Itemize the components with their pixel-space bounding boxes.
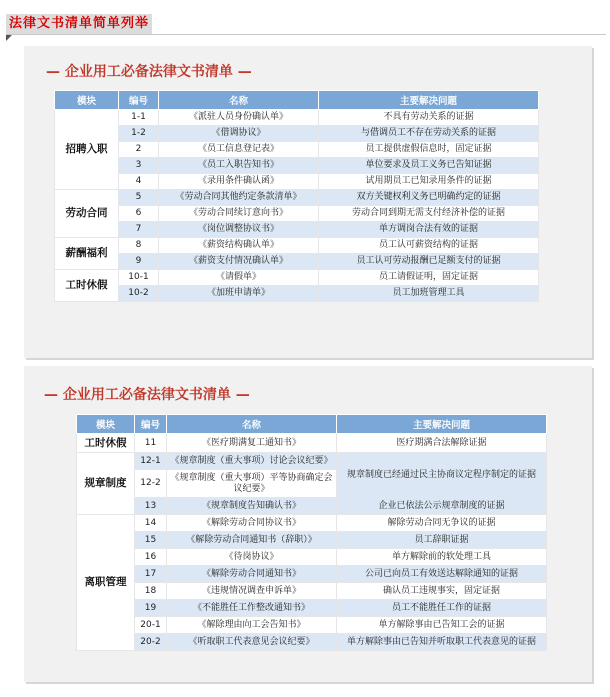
document-list-card-1 — [24, 46, 592, 358]
table-row — [55, 222, 539, 238]
document-name-cell: 《听取职工代表意见会议纪要》 — [167, 634, 337, 651]
page-header — [0, 0, 610, 40]
document-name-cell: 《劳动合同续订意向书》 — [159, 206, 319, 222]
table-row — [55, 126, 539, 142]
document-table-1 — [54, 90, 539, 302]
table-row — [55, 142, 539, 158]
page-title: 法律文书清单简单列举 — [6, 14, 152, 34]
purpose-cell: 确认员工违规事实，固定证据 — [337, 583, 547, 600]
document-name-cell: 《员工入职告知书》 — [159, 158, 319, 174]
table-row — [77, 549, 547, 566]
table-row — [77, 600, 547, 617]
purpose-cell: 员工请假证明，固定证据 — [319, 270, 539, 286]
purpose-cell: 员工认可薪资结构的证据 — [319, 238, 539, 254]
number-cell: 7 — [119, 222, 159, 238]
column-name-header: 名称 — [167, 415, 337, 434]
table-row — [77, 617, 547, 634]
document-list-card-2 — [24, 366, 592, 682]
purpose-cell: 员工不能胜任工作的证据 — [337, 600, 547, 617]
purpose-cell: 规章制度已经通过民主协商议定程序制定的证据 — [337, 453, 547, 498]
document-name-cell: 《解除劳动合同协议书》 — [167, 515, 337, 532]
number-cell: 12-1 — [135, 453, 167, 470]
number-cell: 1-2 — [119, 126, 159, 142]
table-row — [77, 634, 547, 651]
number-cell: 3 — [119, 158, 159, 174]
number-cell: 10-1 — [119, 270, 159, 286]
number-cell: 20-2 — [135, 634, 167, 651]
purpose-cell: 企业已依法公示规章制度的证据 — [337, 498, 547, 515]
purpose-cell: 与借调员工不存在劳动关系的证据 — [319, 126, 539, 142]
document-name-cell: 《加班申请单》 — [159, 286, 319, 302]
module-cell: 离职管理 — [77, 515, 135, 651]
document-name-cell: 《规章制度告知确认书》 — [167, 498, 337, 515]
column-number-header: 编号 — [119, 91, 159, 110]
module-cell: 薪酬福利 — [55, 238, 119, 270]
document-name-cell: 《解除理由向工会告知书》 — [167, 617, 337, 634]
document-name-cell: 《待岗协议》 — [167, 549, 337, 566]
table-row — [55, 254, 539, 270]
document-name-cell: 《医疗期满复工通知书》 — [167, 434, 337, 453]
document-name-cell: 《规章制度（重大事项）平等协商确定会议纪要》 — [167, 470, 337, 498]
table-row — [55, 286, 539, 302]
number-cell: 16 — [135, 549, 167, 566]
module-cell: 劳动合同 — [55, 190, 119, 238]
number-cell: 17 — [135, 566, 167, 583]
table-row — [55, 190, 539, 206]
document-name-cell: 《劳动合同其他约定条款清单》 — [159, 190, 319, 206]
purpose-cell: 单方解除前的软处理工具 — [337, 549, 547, 566]
document-name-cell: 《录用条件确认函》 — [159, 174, 319, 190]
document-name-cell: 《解除劳动合同通知书（辞职）》 — [167, 532, 337, 549]
table-row — [77, 498, 547, 515]
purpose-cell: 员工提供虚假信息时，固定证据 — [319, 142, 539, 158]
document-name-cell: 《解除劳动合同通知书》 — [167, 566, 337, 583]
table-row — [77, 434, 547, 453]
table-row — [77, 515, 547, 532]
purpose-cell: 单方调岗合法有效的证据 — [319, 222, 539, 238]
number-cell: 11 — [135, 434, 167, 453]
table-row — [55, 110, 539, 126]
table-row — [77, 583, 547, 600]
module-cell: 规章制度 — [77, 453, 135, 515]
purpose-cell: 公司已向员工有效送达解除通知的证据 — [337, 566, 547, 583]
purpose-cell: 员工辞职证据 — [337, 532, 547, 549]
number-cell: 13 — [135, 498, 167, 515]
number-cell: 18 — [135, 583, 167, 600]
table-row — [77, 532, 547, 549]
number-cell: 15 — [135, 532, 167, 549]
table-row — [77, 566, 547, 583]
purpose-cell: 单位要求及员工义务已告知证据 — [319, 158, 539, 174]
number-cell: 8 — [119, 238, 159, 254]
column-name-header: 名称 — [159, 91, 319, 110]
card-title: — 企业用工必备法律文书清单 — — [46, 64, 252, 80]
number-cell: 2 — [119, 142, 159, 158]
number-cell: 4 — [119, 174, 159, 190]
table-row — [55, 238, 539, 254]
purpose-cell: 试用期员工已知录用条件的证据 — [319, 174, 539, 190]
document-name-cell: 《薪资支付情况确认单》 — [159, 254, 319, 270]
purpose-cell: 不具有劳动关系的证据 — [319, 110, 539, 126]
document-name-cell: 《岗位调整协议书》 — [159, 222, 319, 238]
purpose-cell: 单方解除事由已告知工会的证据 — [337, 617, 547, 634]
document-name-cell: 《规章制度（重大事项）讨论会议纪要》 — [167, 453, 337, 470]
document-table-2 — [76, 414, 547, 651]
purpose-cell: 单方解除事由已告知并听取职工代表意见的证据 — [337, 634, 547, 651]
column-module-header: 模块 — [77, 415, 135, 434]
document-name-cell: 《违规情况调查申诉单》 — [167, 583, 337, 600]
number-cell: 5 — [119, 190, 159, 206]
column-purpose-header: 主要解决问题 — [337, 415, 547, 434]
number-cell: 20-1 — [135, 617, 167, 634]
table-row — [55, 174, 539, 190]
column-number-header: 编号 — [135, 415, 167, 434]
document-name-cell: 《员工信息登记表》 — [159, 142, 319, 158]
number-cell: 19 — [135, 600, 167, 617]
table-header-row — [77, 415, 547, 434]
corner-triangle-icon — [6, 35, 12, 41]
number-cell: 14 — [135, 515, 167, 532]
table-row — [55, 270, 539, 286]
module-cell: 工时休假 — [77, 434, 135, 453]
header-divider — [6, 34, 606, 35]
purpose-cell: 员工加班管理工具 — [319, 286, 539, 302]
number-cell: 1-1 — [119, 110, 159, 126]
column-module-header: 模块 — [55, 91, 119, 110]
card-title: — 企业用工必备法律文书清单 — — [44, 387, 250, 403]
column-purpose-header: 主要解决问题 — [319, 91, 539, 110]
document-name-cell: 《派驻人员身份确认单》 — [159, 110, 319, 126]
document-name-cell: 《不能胜任工作整改通知书》 — [167, 600, 337, 617]
purpose-cell: 员工认可劳动报酬已足额支付的证据 — [319, 254, 539, 270]
table-body — [77, 434, 547, 651]
number-cell: 9 — [119, 254, 159, 270]
document-name-cell: 《借调协议》 — [159, 126, 319, 142]
purpose-cell: 劳动合同到期无需支付经济补偿的证据 — [319, 206, 539, 222]
module-cell: 工时休假 — [55, 270, 119, 302]
table-body — [55, 110, 539, 302]
number-cell: 6 — [119, 206, 159, 222]
table-row — [77, 453, 547, 470]
table-row — [55, 206, 539, 222]
purpose-cell: 医疗期满合法解除证据 — [337, 434, 547, 453]
document-name-cell: 《薪资结构确认单》 — [159, 238, 319, 254]
number-cell: 10-2 — [119, 286, 159, 302]
number-cell: 12-2 — [135, 470, 167, 498]
document-name-cell: 《请假单》 — [159, 270, 319, 286]
table-header-row — [55, 91, 539, 110]
table-row — [55, 158, 539, 174]
purpose-cell: 双方关键权利义务已明确约定的证据 — [319, 190, 539, 206]
module-cell: 招聘入职 — [55, 110, 119, 190]
purpose-cell: 解除劳动合同无争议的证据 — [337, 515, 547, 532]
